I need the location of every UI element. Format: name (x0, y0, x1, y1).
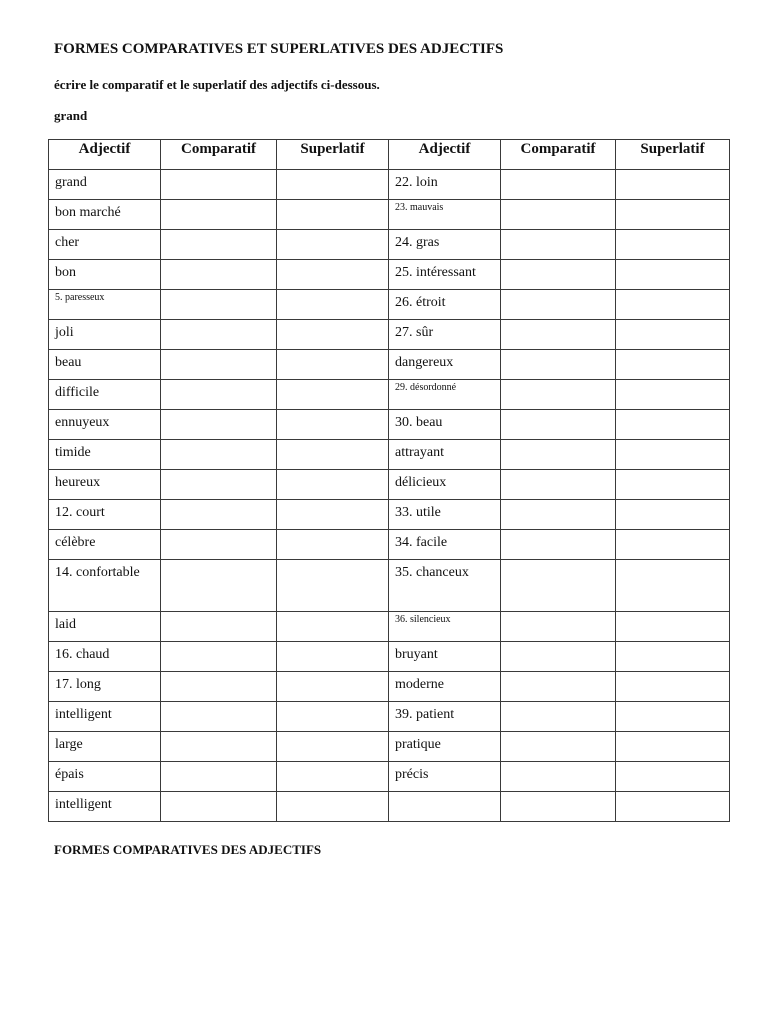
superlative-answer-cell[interactable] (277, 440, 389, 470)
adjective-cell: 16. chaud (49, 642, 161, 672)
page-title: FORMES COMPARATIVES ET SUPERLATIVES DES ADJECTIFS (54, 41, 504, 57)
adjective-cell: bruyant (389, 642, 501, 672)
header-adjectif: Adjectif (49, 140, 161, 170)
adjective-cell: 22. loin (389, 170, 501, 200)
adjective-cell: 29. désordonné (389, 380, 501, 410)
comparative-answer-cell[interactable] (161, 470, 277, 500)
adjective-cell: cher (49, 230, 161, 260)
table-row (49, 470, 730, 500)
superlative-answer-cell[interactable] (277, 792, 389, 822)
comparative-answer-cell[interactable] (161, 410, 277, 440)
comparative-answer-cell[interactable] (501, 200, 616, 230)
table-row (49, 560, 730, 612)
comparative-answer-cell[interactable] (161, 260, 277, 290)
comparative-answer-cell[interactable] (501, 500, 616, 530)
table-row (49, 702, 730, 732)
comparative-answer-cell[interactable] (501, 230, 616, 260)
comparative-answer-cell[interactable] (161, 200, 277, 230)
superlative-answer-cell[interactable] (616, 792, 730, 822)
superlative-answer-cell[interactable] (277, 200, 389, 230)
adjective-cell: bon marché (49, 200, 161, 230)
superlative-answer-cell[interactable] (277, 672, 389, 702)
table-row (49, 762, 730, 792)
superlative-answer-cell[interactable] (616, 612, 730, 642)
adjective-cell: intelligent (49, 792, 161, 822)
superlative-answer-cell[interactable] (616, 470, 730, 500)
adjective-cell: joli (49, 320, 161, 350)
table-row (49, 230, 730, 260)
adjective-cell: 17. long (49, 672, 161, 702)
comparative-answer-cell[interactable] (161, 762, 277, 792)
comparative-answer-cell[interactable] (161, 440, 277, 470)
comparative-answer-cell[interactable] (501, 470, 616, 500)
superlative-answer-cell[interactable] (277, 410, 389, 440)
comparative-answer-cell[interactable] (501, 732, 616, 762)
superlative-answer-cell[interactable] (277, 350, 389, 380)
table-row (49, 500, 730, 530)
superlative-answer-cell[interactable] (616, 200, 730, 230)
comparative-answer-cell[interactable] (501, 612, 616, 642)
adjective-cell: pratique (389, 732, 501, 762)
adjective-cell: bon (49, 260, 161, 290)
section-title: FORMES COMPARATIVES DES ADJECTIFS (54, 842, 322, 857)
adjective-cell: intelligent (49, 702, 161, 732)
adjective-cell: 5. paresseux (49, 290, 161, 320)
superlative-answer-cell[interactable] (277, 560, 389, 612)
table-row (49, 260, 730, 290)
adjectives-table (48, 139, 730, 822)
comparative-answer-cell[interactable] (161, 320, 277, 350)
header-adjectif: Adjectif (389, 140, 501, 170)
header-comparatif: Comparatif (501, 140, 616, 170)
comparative-answer-cell[interactable] (501, 170, 616, 200)
comparative-answer-cell[interactable] (161, 230, 277, 260)
table-row (49, 732, 730, 762)
comparative-answer-cell[interactable] (161, 500, 277, 530)
superlative-answer-cell[interactable] (277, 732, 389, 762)
adjective-cell: 39. patient (389, 702, 501, 732)
table-row (49, 672, 730, 702)
comparative-answer-cell[interactable] (161, 642, 277, 672)
adjective-cell: 26. étroit (389, 290, 501, 320)
superlative-answer-cell[interactable] (616, 350, 730, 380)
adjective-cell: ennuyeux (49, 410, 161, 440)
comparative-answer-cell[interactable] (161, 530, 277, 560)
superlative-answer-cell[interactable] (616, 642, 730, 672)
superlative-answer-cell[interactable] (277, 170, 389, 200)
superlative-answer-cell[interactable] (277, 470, 389, 500)
adjective-cell: dangereux (389, 350, 501, 380)
table-row (49, 380, 730, 410)
adjective-cell: 35. chanceux (389, 560, 501, 612)
comparative-answer-cell[interactable] (161, 350, 277, 380)
comparative-answer-cell[interactable] (161, 732, 277, 762)
instruction-text: écrire le comparatif et le superlatif des adjectifs ci-dessous. (54, 77, 380, 92)
table-row (49, 170, 730, 200)
superlative-answer-cell[interactable] (616, 290, 730, 320)
comparative-answer-cell[interactable] (501, 672, 616, 702)
adjective-cell: 33. utile (389, 500, 501, 530)
table-row (49, 320, 730, 350)
superlative-answer-cell[interactable] (616, 440, 730, 470)
table-row (49, 200, 730, 230)
comparative-answer-cell[interactable] (501, 290, 616, 320)
comparative-answer-cell[interactable] (161, 672, 277, 702)
superlative-answer-cell[interactable] (616, 530, 730, 560)
comparative-answer-cell[interactable] (501, 320, 616, 350)
comparative-answer-cell[interactable] (161, 290, 277, 320)
table-row (49, 642, 730, 672)
adjective-cell: 25. intéressant (389, 260, 501, 290)
adjective-cell: 14. confortable (49, 560, 161, 612)
table-row (49, 792, 730, 822)
comparative-answer-cell[interactable] (501, 702, 616, 732)
superlative-answer-cell[interactable] (277, 612, 389, 642)
adjective-cell: beau (49, 350, 161, 380)
table-row (49, 410, 730, 440)
adjective-cell: difficile (49, 380, 161, 410)
adjective-cell: timide (49, 440, 161, 470)
header-superlatif: Superlatif (616, 140, 730, 170)
superlative-answer-cell[interactable] (277, 642, 389, 672)
comparative-answer-cell[interactable] (161, 380, 277, 410)
table-row (49, 350, 730, 380)
superlative-answer-cell[interactable] (616, 320, 730, 350)
superlative-answer-cell[interactable] (616, 732, 730, 762)
comparative-answer-cell[interactable] (501, 792, 616, 822)
table-header-row (49, 140, 730, 170)
superlative-answer-cell[interactable] (277, 762, 389, 792)
superlative-answer-cell[interactable] (616, 410, 730, 440)
adjective-cell: grand (49, 170, 161, 200)
adjective-cell: précis (389, 762, 501, 792)
superlative-answer-cell[interactable] (277, 500, 389, 530)
superlative-answer-cell[interactable] (616, 672, 730, 702)
example-text: grand (54, 108, 88, 123)
adjective-cell: 12. court (49, 500, 161, 530)
adjective-cell: 36. silencieux (389, 612, 501, 642)
adjective-cell: 27. sûr (389, 320, 501, 350)
superlative-answer-cell[interactable] (277, 320, 389, 350)
table-row (49, 612, 730, 642)
comparative-answer-cell[interactable] (501, 260, 616, 290)
adjective-cell: attrayant (389, 440, 501, 470)
superlative-answer-cell[interactable] (277, 290, 389, 320)
comparative-answer-cell[interactable] (161, 612, 277, 642)
adjective-cell: heureux (49, 470, 161, 500)
superlative-answer-cell[interactable] (616, 500, 730, 530)
adjective-cell: 34. facile (389, 530, 501, 560)
comparative-answer-cell[interactable] (501, 530, 616, 560)
header-superlatif: Superlatif (277, 140, 389, 170)
comparative-answer-cell[interactable] (501, 410, 616, 440)
adjective-cell: célèbre (49, 530, 161, 560)
comparative-answer-cell[interactable] (501, 350, 616, 380)
adjective-cell: épais (49, 762, 161, 792)
superlative-answer-cell[interactable] (616, 380, 730, 410)
comparative-answer-cell[interactable] (501, 380, 616, 410)
superlative-answer-cell[interactable] (277, 260, 389, 290)
comparative-answer-cell[interactable] (501, 642, 616, 672)
table-row (49, 290, 730, 320)
superlative-answer-cell[interactable] (277, 380, 389, 410)
superlative-answer-cell[interactable] (616, 702, 730, 732)
table-row (49, 530, 730, 560)
comparative-answer-cell[interactable] (501, 560, 616, 612)
adjective-cell: 23. mauvais (389, 200, 501, 230)
adjective-cell: 30. beau (389, 410, 501, 440)
comparative-answer-cell[interactable] (161, 560, 277, 612)
superlative-answer-cell[interactable] (616, 230, 730, 260)
comparative-answer-cell[interactable] (501, 762, 616, 792)
superlative-answer-cell[interactable] (616, 560, 730, 612)
adjective-cell: moderne (389, 672, 501, 702)
superlative-answer-cell[interactable] (616, 260, 730, 290)
superlative-answer-cell[interactable] (277, 702, 389, 732)
superlative-answer-cell[interactable] (277, 530, 389, 560)
adjective-cell: 24. gras (389, 230, 501, 260)
header-comparatif: Comparatif (161, 140, 277, 170)
comparative-answer-cell[interactable] (161, 702, 277, 732)
comparative-answer-cell[interactable] (501, 440, 616, 470)
adjective-cell: laid (49, 612, 161, 642)
adjective-cell: large (49, 732, 161, 762)
superlative-answer-cell[interactable] (616, 170, 730, 200)
superlative-answer-cell[interactable] (616, 762, 730, 792)
comparative-answer-cell[interactable] (161, 792, 277, 822)
adjective-cell: délicieux (389, 470, 501, 500)
table-row (49, 440, 730, 470)
adjective-cell (389, 792, 501, 822)
comparative-answer-cell[interactable] (161, 170, 277, 200)
superlative-answer-cell[interactable] (277, 230, 389, 260)
